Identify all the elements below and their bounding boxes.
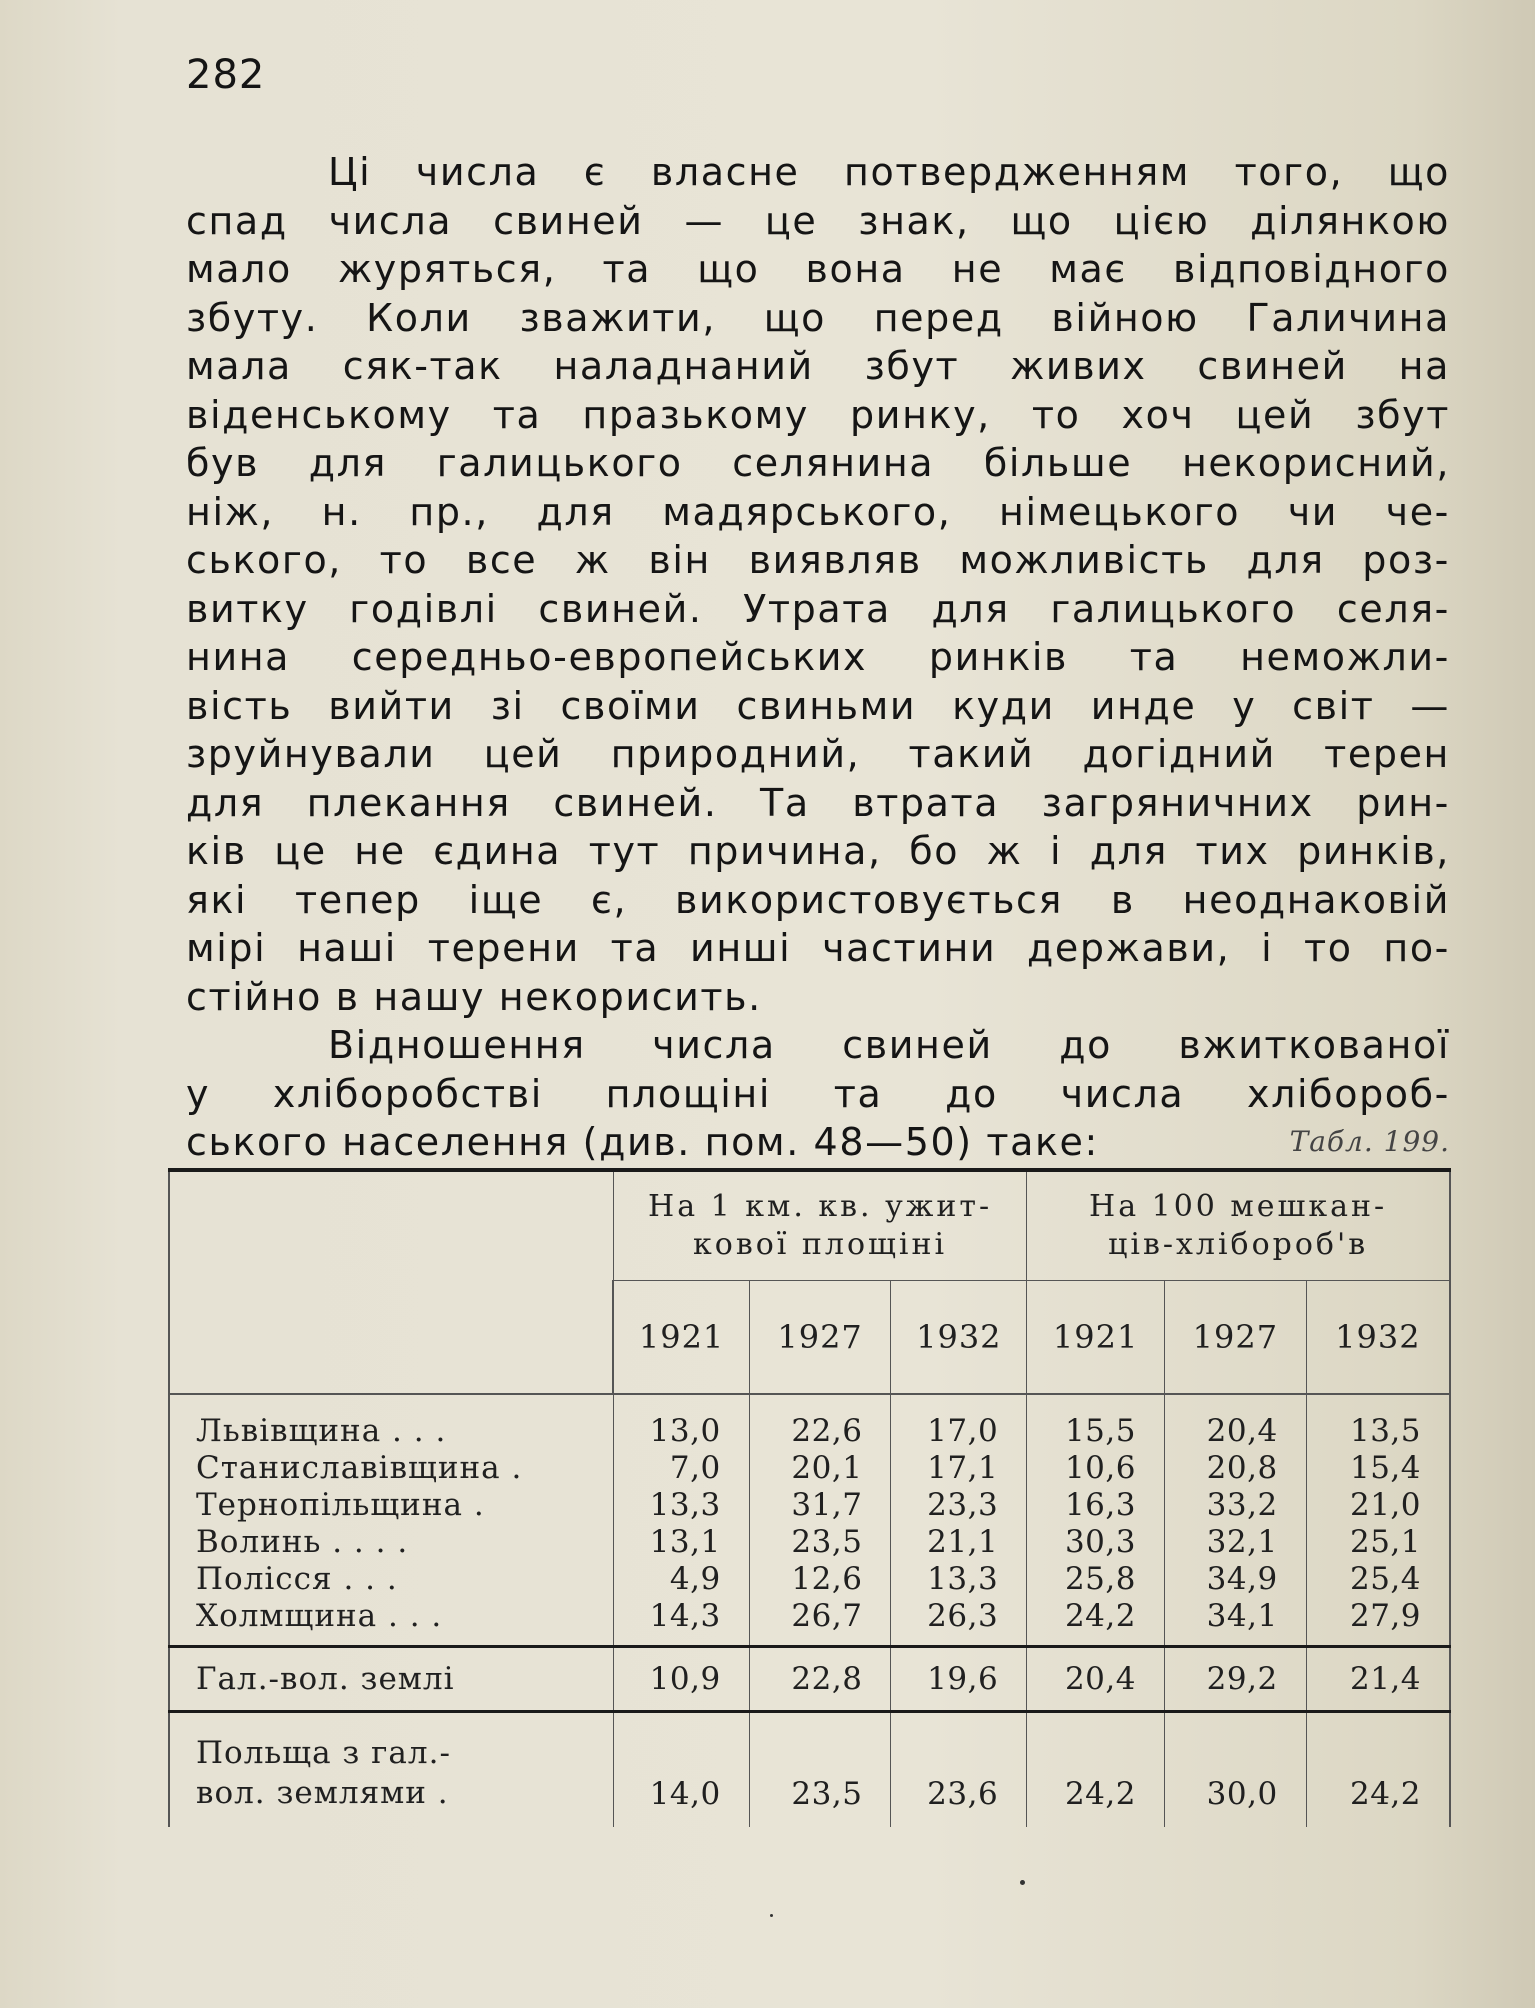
total-label: Гал.-вол. землі bbox=[169, 1647, 613, 1712]
table-row bbox=[169, 1524, 1450, 1561]
total-value: 22,8 bbox=[749, 1647, 891, 1712]
value-cell: 20,1 bbox=[749, 1450, 891, 1487]
text-line: ків це не єдина тут причина, бо ж і для тих ринків, bbox=[186, 829, 1450, 873]
dust-speck bbox=[1020, 1880, 1025, 1885]
value-cell: 13,1 bbox=[613, 1524, 749, 1561]
year-header: 1921 bbox=[613, 1281, 749, 1395]
text-line: вість вийти зі своїми свиньми куди инде у світ — bbox=[186, 683, 1450, 728]
text-line: мірі наші терени та инші частини держави, і то по- bbox=[186, 926, 1450, 970]
total-row bbox=[169, 1647, 1450, 1712]
pig-ratio-table bbox=[168, 1172, 1451, 1827]
grand-total-row bbox=[169, 1712, 1450, 1828]
text-line: Ці числа є власне потвердженням того, що bbox=[328, 150, 1450, 194]
group-header-population bbox=[1027, 1172, 1450, 1281]
grand-value: 30,0 bbox=[1164, 1712, 1306, 1828]
year-header: 1932 bbox=[891, 1281, 1027, 1395]
text-line bbox=[186, 1118, 1450, 1167]
header-separator bbox=[169, 1394, 1450, 1413]
year-header: 1921 bbox=[1027, 1281, 1165, 1395]
grand-label-line: Польща з гал.- bbox=[196, 1735, 451, 1771]
value-cell: 25,8 bbox=[1027, 1561, 1165, 1598]
value-cell: 7,0 bbox=[613, 1450, 749, 1487]
value-cell: 26,3 bbox=[891, 1598, 1027, 1647]
text-line: для плекання свиней. Та втрата загряничних рин- bbox=[186, 780, 1450, 825]
total-value: 21,4 bbox=[1306, 1647, 1450, 1712]
grand-label bbox=[169, 1712, 613, 1828]
region-label: Львівщина . . . bbox=[169, 1413, 613, 1450]
value-cell: 13,3 bbox=[891, 1561, 1027, 1598]
text-line: стійно в нашу некорисить. bbox=[186, 974, 762, 1019]
grand-value: 24,2 bbox=[1027, 1712, 1165, 1828]
region-label: Волинь . . . . bbox=[169, 1524, 613, 1561]
paragraph-2 bbox=[186, 1021, 1450, 1167]
value-cell: 27,9 bbox=[1306, 1598, 1450, 1647]
value-cell: 20,4 bbox=[1164, 1413, 1306, 1450]
year-header: 1932 bbox=[1306, 1281, 1450, 1395]
value-cell: 24,2 bbox=[1027, 1598, 1165, 1647]
table-row bbox=[169, 1487, 1450, 1524]
region-label: Станиславівщина . bbox=[169, 1450, 613, 1487]
value-cell: 21,0 bbox=[1306, 1487, 1450, 1524]
value-cell: 32,1 bbox=[1164, 1524, 1306, 1561]
header-blank-cell bbox=[169, 1172, 613, 1394]
body-text bbox=[186, 148, 1450, 1167]
region-label: Холмщина . . . bbox=[169, 1598, 613, 1647]
group-header-label: На 100 мешкан- ців-хлібороб'в bbox=[1089, 1189, 1388, 1262]
value-cell: 31,7 bbox=[749, 1487, 891, 1524]
data-table bbox=[168, 1168, 1451, 1827]
grand-value: 23,6 bbox=[891, 1712, 1027, 1828]
value-cell: 23,5 bbox=[749, 1524, 891, 1561]
value-cell: 20,8 bbox=[1164, 1450, 1306, 1487]
total-value: 10,9 bbox=[613, 1647, 749, 1712]
text-line-content: ського населення (див. пом. 48—50) таке: bbox=[186, 1120, 1099, 1164]
region-label: Полісся . . . bbox=[169, 1561, 613, 1598]
value-cell: 13,5 bbox=[1306, 1413, 1450, 1450]
value-cell: 12,6 bbox=[749, 1561, 891, 1598]
text-line: у хліборобстві площіні та до числа хлібороб- bbox=[186, 1071, 1450, 1116]
value-cell: 17,0 bbox=[891, 1413, 1027, 1450]
text-line: які тепер іще є, використовується в неоднаковій bbox=[186, 877, 1450, 922]
text-line: Відношення числа свиней до вжиткованої bbox=[328, 1023, 1450, 1067]
group-header-label: На 1 км. кв. ужит- кової площіні bbox=[648, 1189, 993, 1262]
total-value: 19,6 bbox=[891, 1647, 1027, 1712]
value-cell: 21,1 bbox=[891, 1524, 1027, 1561]
text-line: збуту. Коли зважити, що перед війною Галичина bbox=[186, 295, 1450, 340]
text-line: ніж, н. пр., для мадярського, німецького чи че- bbox=[186, 489, 1450, 534]
region-label: Тернопільщина . bbox=[169, 1487, 613, 1524]
table-body bbox=[169, 1413, 1450, 1647]
total-value: 29,2 bbox=[1164, 1647, 1306, 1712]
text-line: віденському та празькому ринку, то хоч цей збут bbox=[186, 392, 1450, 437]
grand-value: 23,5 bbox=[749, 1712, 891, 1828]
value-cell: 33,2 bbox=[1164, 1487, 1306, 1524]
value-cell: 13,3 bbox=[613, 1487, 749, 1524]
grand-label-line: вол. землями . bbox=[196, 1775, 449, 1811]
text-line: зруйнували цей природний, такий догідний терен bbox=[186, 732, 1450, 776]
value-cell: 4,9 bbox=[613, 1561, 749, 1598]
text-line: витку годівлі свиней. Утрата для галицького селя- bbox=[186, 586, 1450, 631]
value-cell: 34,9 bbox=[1164, 1561, 1306, 1598]
page-number: 282 bbox=[186, 52, 266, 98]
grand-value: 24,2 bbox=[1306, 1712, 1450, 1828]
group-header-area bbox=[613, 1172, 1026, 1281]
total-value: 20,4 bbox=[1027, 1647, 1165, 1712]
value-cell: 34,1 bbox=[1164, 1598, 1306, 1647]
value-cell: 26,7 bbox=[749, 1598, 891, 1647]
value-cell: 30,3 bbox=[1027, 1524, 1165, 1561]
text-line: був для галицького селянина більше некорисний, bbox=[186, 441, 1450, 485]
table-row bbox=[169, 1450, 1450, 1487]
table-reference: Табл. 199. bbox=[1289, 1125, 1450, 1158]
text-line: ського, то все ж він виявляв можливість для роз- bbox=[186, 538, 1450, 582]
value-cell: 10,6 bbox=[1027, 1450, 1165, 1487]
value-cell: 25,4 bbox=[1306, 1561, 1450, 1598]
table-row bbox=[169, 1413, 1450, 1450]
year-header: 1927 bbox=[1164, 1281, 1306, 1395]
value-cell: 14,3 bbox=[613, 1598, 749, 1647]
text-line: спад числа свиней — це знак, що цією ділянкою bbox=[186, 198, 1450, 243]
value-cell: 15,4 bbox=[1306, 1450, 1450, 1487]
table-row bbox=[169, 1561, 1450, 1598]
value-cell: 17,1 bbox=[891, 1450, 1027, 1487]
value-cell: 16,3 bbox=[1027, 1487, 1165, 1524]
table-row bbox=[169, 1598, 1450, 1647]
text-line: нина середньо-европейських ринків та неможли- bbox=[186, 635, 1450, 679]
text-line: мала сяк-так наладнаний збут живих свиней на bbox=[186, 344, 1450, 388]
value-cell: 22,6 bbox=[749, 1413, 891, 1450]
value-cell: 25,1 bbox=[1306, 1524, 1450, 1561]
value-cell: 23,3 bbox=[891, 1487, 1027, 1524]
value-cell: 15,5 bbox=[1027, 1413, 1165, 1450]
dust-speck bbox=[770, 1914, 773, 1917]
text-line: мало журяться, та що вона не має відповідного bbox=[186, 247, 1450, 291]
year-header: 1927 bbox=[749, 1281, 891, 1395]
value-cell: 13,0 bbox=[613, 1413, 749, 1450]
paragraph-1 bbox=[186, 148, 1450, 1021]
grand-value: 14,0 bbox=[613, 1712, 749, 1828]
